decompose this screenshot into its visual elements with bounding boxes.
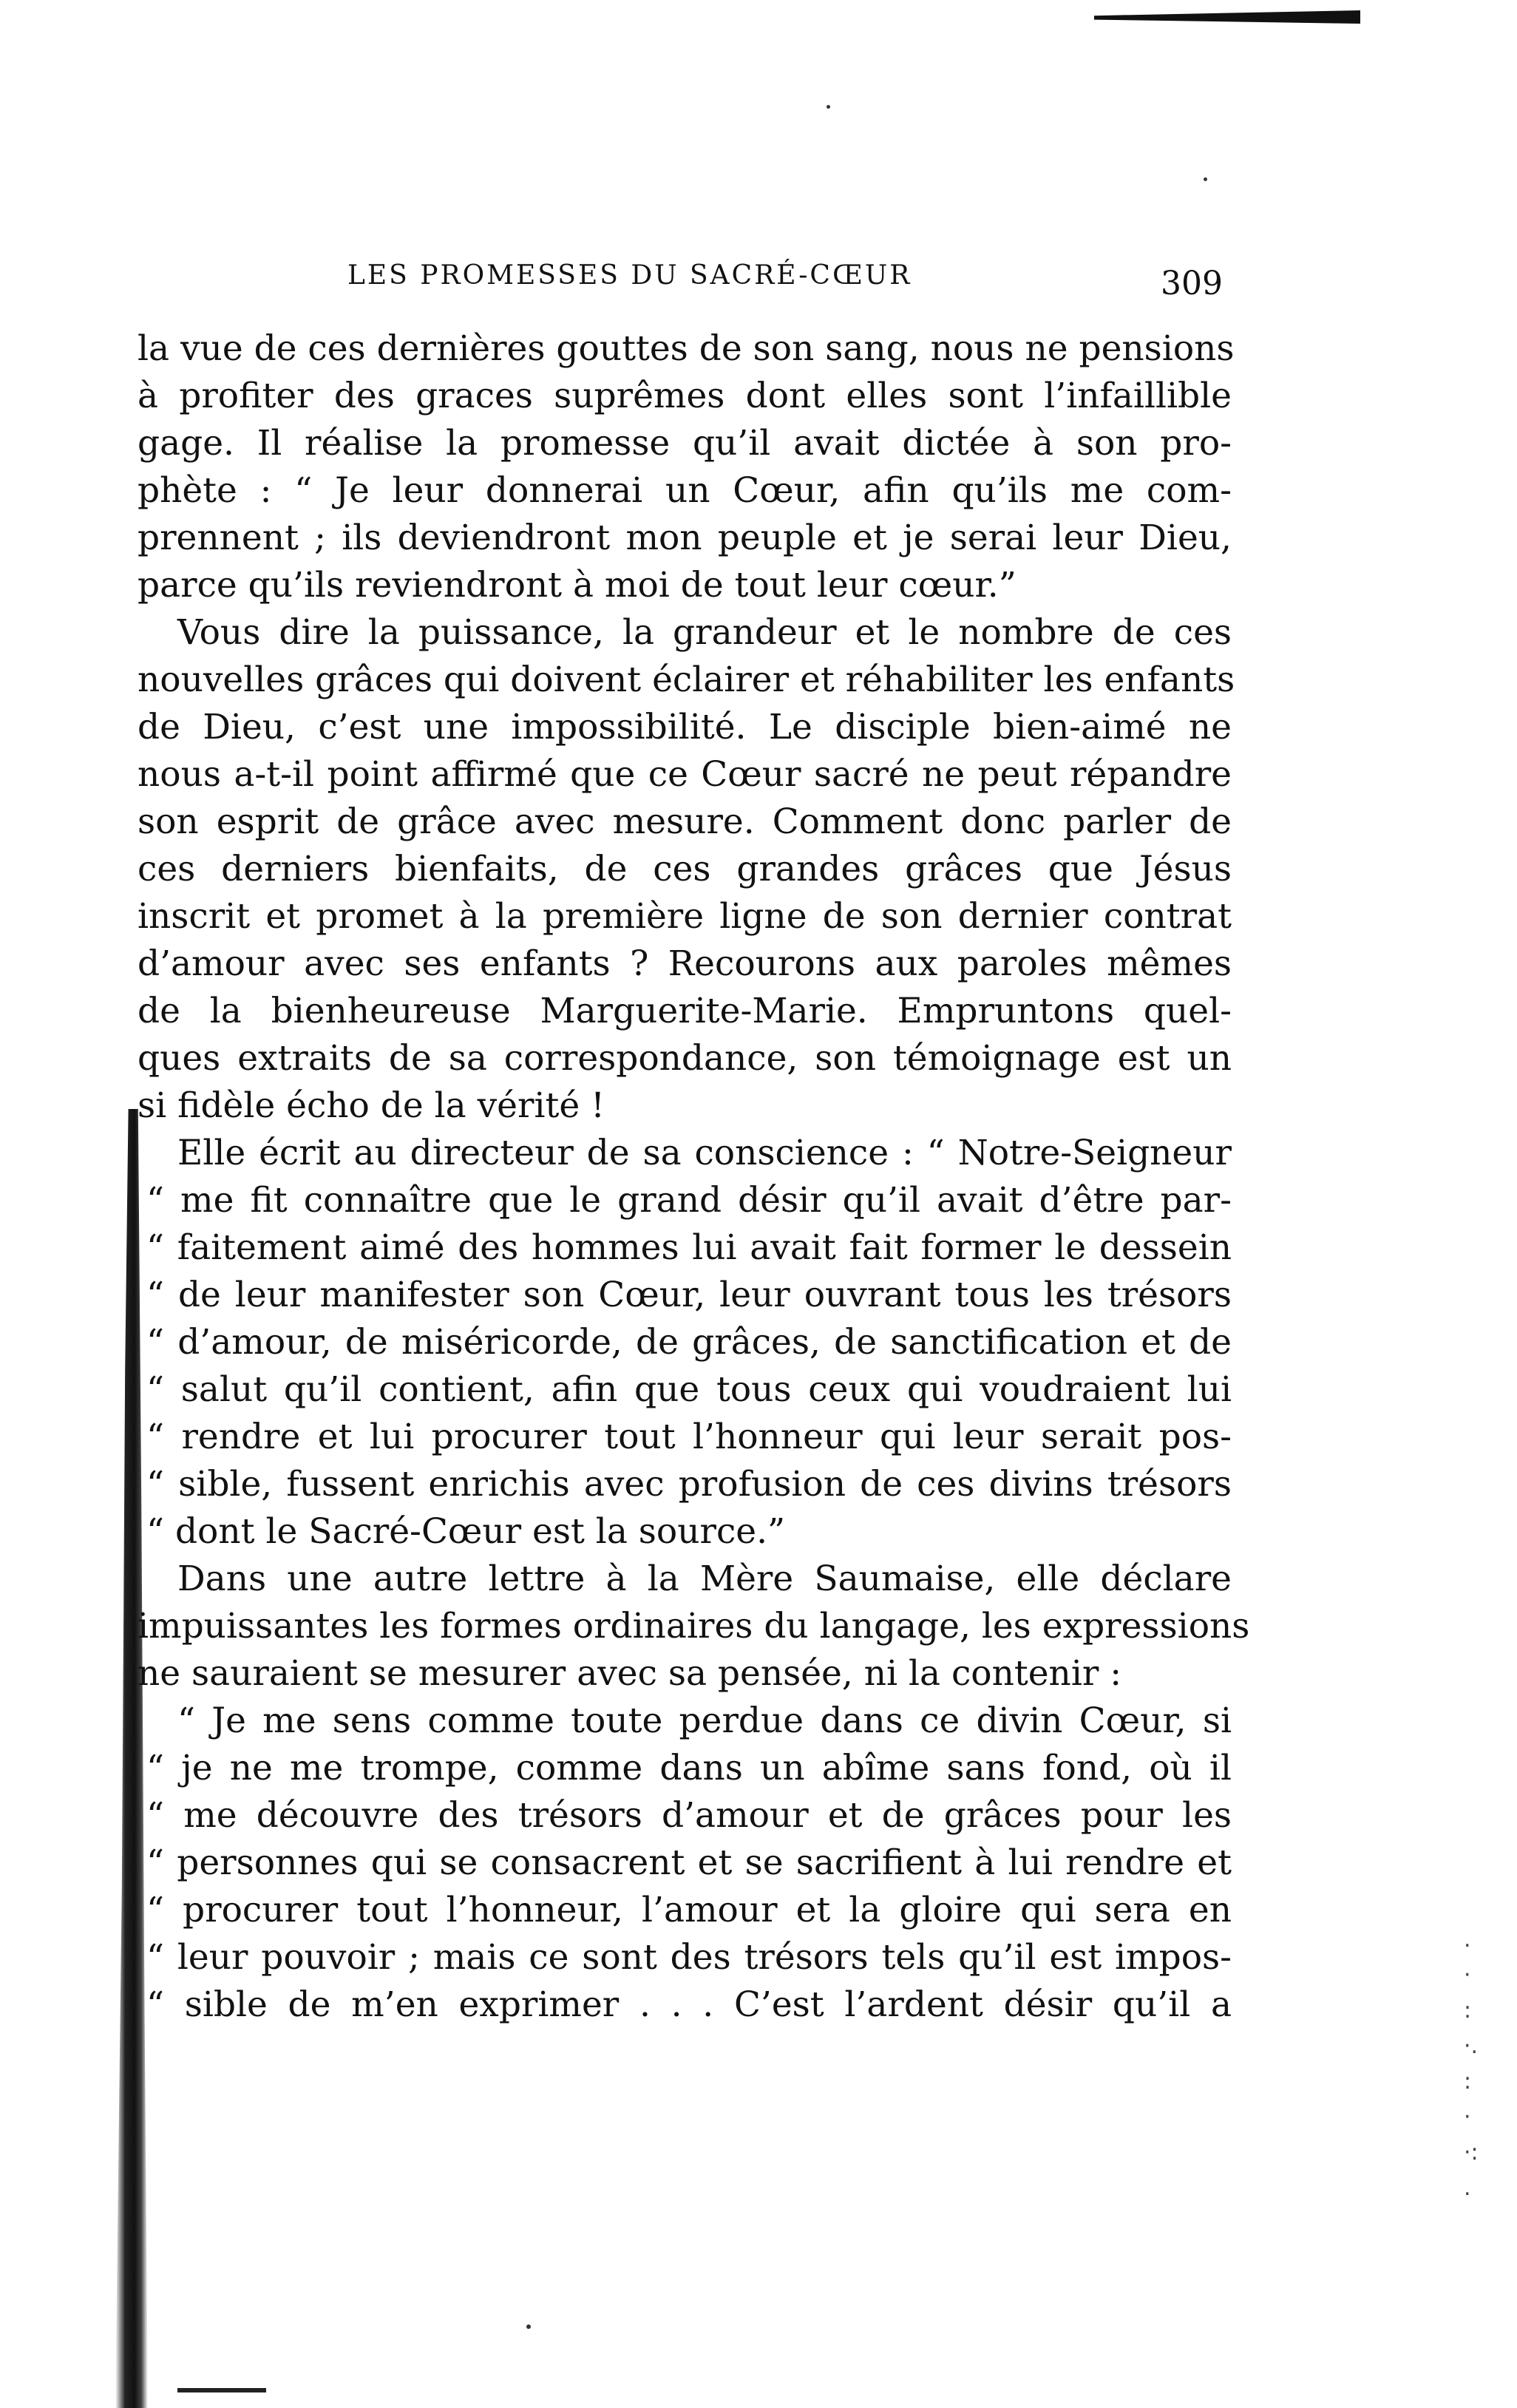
text-line: ne sauraient se mesurer avec sa pensée, ni la contenir :	[138, 1653, 1122, 1694]
quoted-line: “ dont le Sacré-Cœur est la source.”	[146, 1511, 786, 1552]
quoted-line: “ leur pouvoir ; mais ce sont des trésors tels qu’il est impos-	[146, 1937, 1232, 1978]
ink-speck	[827, 105, 830, 109]
quoted-line: “ d’amour, de miséricorde, de grâces, de sanctification et de	[146, 1322, 1232, 1363]
text-line: nous a-t-il point affirmé que ce Cœur sacré ne peut répandre	[138, 754, 1232, 795]
page-header	[347, 260, 1309, 305]
quoted-line: “ rendre et lui procurer tout l’honneur qui leur serait pos-	[146, 1417, 1232, 1457]
text-line: inscrit et promet à la première ligne de son dernier contrat	[138, 896, 1232, 937]
text-line: son esprit de grâce avec mesure. Comment donc parler de	[138, 801, 1232, 842]
quoted-line: “ de leur manifester son Cœur, leur ouvrant tous les trésors	[146, 1275, 1232, 1315]
paragraph-start: Dans une autre lettre à la Mère Saumaise, elle déclare	[177, 1559, 1232, 1599]
quoted-line: “ faitement aimé des hommes lui avait fait former le dessein	[146, 1227, 1232, 1268]
margin-speckle: . · : ·. : · ·: .	[1464, 1927, 1479, 2201]
text-line: nouvelles grâces qui doivent éclairer et réhabiliter les enfants	[138, 659, 1235, 700]
quoted-line: “ me fit connaître que le grand désir qu’il avait d’être par-	[146, 1180, 1232, 1221]
page-number: 309	[1161, 265, 1223, 302]
text-line: de la bienheureuse Marguerite-Marie. Empruntons quel-	[138, 991, 1232, 1031]
paragraph-start: Vous dire la puissance, la grandeur et le nombre de ces	[177, 612, 1232, 653]
text-line: la vue de ces dernières gouttes de son sang, nous ne pensions	[138, 328, 1235, 369]
quoted-line: “ me découvre des trésors d’amour et de grâces pour les	[146, 1795, 1232, 1836]
ink-speck	[1204, 177, 1207, 181]
ink-speck	[526, 2324, 531, 2329]
quoted-line: “ Je me sens comme toute perdue dans ce divin Cœur, si	[177, 1700, 1232, 1741]
text-line: prennent ; ils deviendront mon peuple et je serai leur Dieu,	[138, 518, 1232, 558]
running-title: LES PROMESSES DU SACRÉ-CŒUR	[347, 260, 912, 291]
quoted-line: “ sible de m’en exprimer . . . C’est l’ardent désir qu’il a	[146, 1984, 1232, 2025]
text-line: d’amour avec ses enfants ? Recourons aux paroles mêmes	[138, 943, 1232, 984]
text-line: ques extraits de sa correspondance, son témoignage est un	[138, 1038, 1232, 1079]
text-line: de Dieu, c’est une impossibilité. Le disciple bien-aimé ne	[138, 707, 1232, 747]
text-line: à profiter des graces suprêmes dont elles sont l’infaillible	[138, 376, 1232, 416]
top-edge-mark	[1094, 10, 1360, 24]
text-line: si fidèle écho de la vérité !	[138, 1085, 605, 1126]
text-line: impuissantes les formes ordinaires du langage, les expressions	[138, 1606, 1250, 1646]
quoted-line: “ salut qu’il contient, afin que tous ceux qui voudraient lui	[146, 1369, 1232, 1410]
body-text	[138, 325, 1250, 2029]
text-line: ces derniers bienfaits, de ces grandes grâces que Jésus	[138, 849, 1232, 889]
quoted-line: “ personnes qui se consacrent et se sacrifient à lui rendre et	[146, 1842, 1232, 1883]
quoted-line: “ procurer tout l’honneur, l’amour et la gloire qui sera en	[146, 1890, 1232, 1930]
text-line: phète : “ Je leur donnerai un Cœur, afin qu’ils me com-	[138, 470, 1232, 511]
text-line: parce qu’ils reviendront à moi de tout leur cœur.”	[138, 565, 1017, 606]
text-line: gage. Il réalise la promesse qu’il avait dictée à son pro-	[138, 423, 1232, 464]
paragraph-start: Elle écrit au directeur de sa conscience : “ Notre-Seigneur	[177, 1133, 1232, 1173]
quoted-line: “ sible, fussent enrichis avec profusion de ces divins trésors	[146, 1464, 1232, 1505]
quoted-line: “ je ne me trompe, comme dans un abîme sans fond, où il	[146, 1748, 1232, 1788]
binding-shadow-foot	[177, 2388, 266, 2392]
